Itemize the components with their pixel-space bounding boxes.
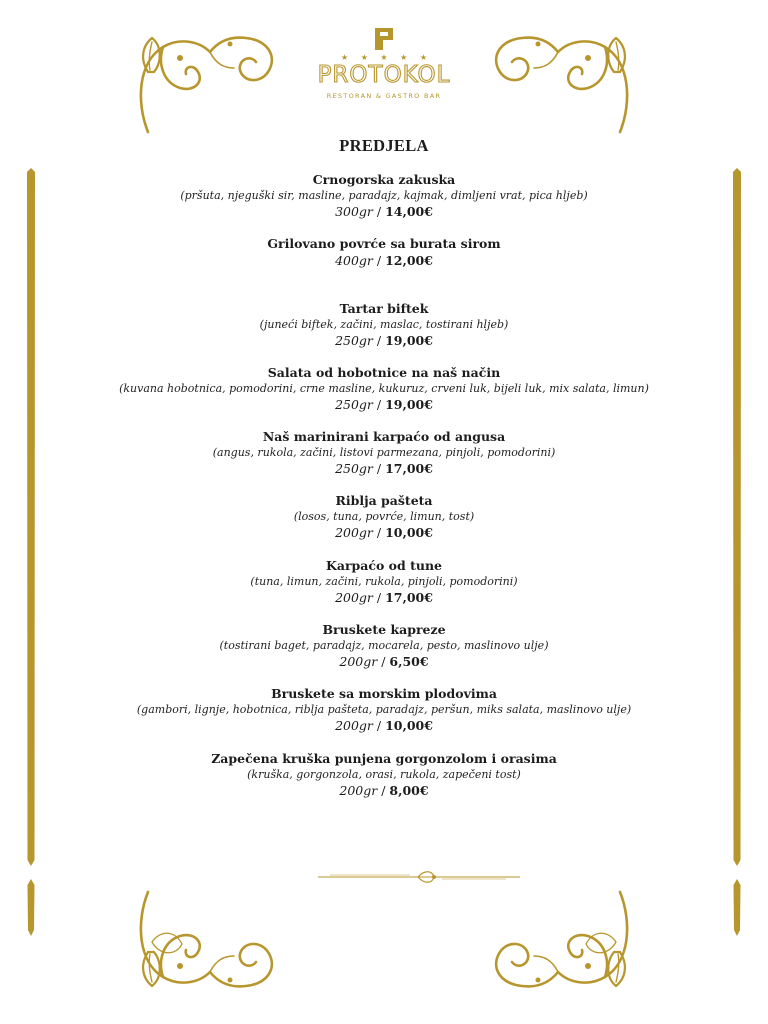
item-description: (pršuta, njeguški sir, masline, paradajz, kajmak, dimljeni vrat, pica hljeb): [180, 189, 588, 202]
menu-list: [0, 171, 768, 814]
item-name: Karpaćo od tune: [325, 557, 443, 573]
item-price-line: [0, 717, 768, 734]
item-name: Salata od hobotnice na naš način: [267, 364, 501, 380]
item-price: 12,00€: [385, 253, 433, 269]
item-description: (tostirani baget, paradajz, mocarela, pesto, maslinovo ulje): [219, 639, 549, 653]
price-separator: /: [372, 332, 386, 348]
item-name: Crnogorska zakuska: [312, 172, 456, 187]
item-weight: 400gr: [335, 253, 373, 269]
price-separator: /: [372, 718, 386, 734]
item-weight: 200gr: [339, 782, 378, 798]
brand-name: PROTOKOL: [317, 62, 451, 88]
price-separator: /: [372, 525, 386, 541]
item-description: (angus, rukola, začini, listovi parmezana, pinjoli, pomodorini): [212, 446, 556, 460]
logo-p-icon: [373, 26, 395, 52]
item-name: Tartar biftek: [339, 300, 429, 316]
menu-item: [0, 492, 768, 556]
item-weight: 200gr: [339, 654, 378, 670]
item-description: (gambori, lignje, hobotnica, riblja pašteta, paradajz, peršun, miks salata, maslinovo ulje): [136, 703, 632, 717]
item-price: 17,00€: [385, 589, 433, 605]
item-description: (kuvana hobotnica, pomodorini, crne masline, kukuruz, crveni luk, bijeli luk, mix salata, limun): [119, 381, 649, 395]
item-name: Bruskete kapreze: [322, 622, 446, 638]
price-separator: /: [372, 589, 386, 605]
item-price-line: [0, 782, 768, 799]
item-name: Zapečena kruška punjena gorgonzolom i orasima: [211, 750, 557, 766]
item-weight: 200gr: [335, 525, 373, 541]
item-price-line: [0, 589, 768, 606]
corner-ornament-bottom-right: [496, 892, 627, 986]
menu-item: [0, 364, 768, 428]
item-price: 6,50€: [389, 654, 429, 670]
price-separator: /: [372, 253, 386, 269]
item-price-line: [0, 524, 768, 541]
corner-ornament-bottom-left: [141, 892, 272, 986]
item-price-line: [0, 653, 768, 670]
item-price: 10,00€: [385, 718, 433, 734]
item-weight: 300gr: [335, 204, 373, 219]
item-description: (kruška, gorgonzola, orasi, rukola, zapečeni tost): [247, 767, 521, 781]
item-name: Riblja pašteta: [335, 493, 433, 509]
menu-item: [0, 685, 768, 749]
menu-item: [0, 621, 768, 685]
item-price-line: [0, 332, 768, 349]
item-weight: 250gr: [335, 461, 373, 477]
item-name: Naš marinirani karpaćo od angusa: [262, 429, 506, 445]
price-separator: /: [372, 396, 386, 412]
item-price: 8,00€: [389, 782, 429, 798]
menu-item: [0, 300, 768, 364]
menu-item: [0, 557, 768, 621]
brand-tagline: RESTORAN & GASTRO BAR: [326, 92, 442, 100]
item-price-line: [0, 252, 768, 269]
item-price: 19,00€: [385, 396, 433, 412]
item-description: (tuna, limun, začini, rukola, pinjoli, pomodorini): [250, 574, 518, 588]
item-price: 14,00€: [385, 204, 433, 219]
item-weight: 250gr: [335, 332, 373, 348]
item-weight: 200gr: [335, 718, 373, 734]
menu-item: [0, 235, 768, 299]
item-name: Grilovano povrće sa burata sirom: [267, 236, 501, 252]
item-price: 17,00€: [385, 461, 433, 477]
item-name: Bruskete sa morskim plodovima: [271, 686, 497, 702]
price-separator: /: [372, 461, 386, 477]
item-description: (losos, tuna, povrće, limun, tost): [293, 510, 475, 524]
item-price: 19,00€: [385, 332, 433, 348]
price-separator: /: [372, 204, 386, 219]
menu-item: [0, 750, 768, 814]
menu-item: [0, 171, 768, 235]
item-weight: 200gr: [335, 589, 373, 605]
item-price-line: [0, 203, 768, 220]
rating-stars: ★ ★ ★ ★ ★: [340, 53, 433, 62]
divider-flourish: [318, 872, 520, 883]
item-price-line: [0, 460, 768, 477]
section-title: PREDJELA: [339, 136, 429, 155]
item-description: (juneći biftek, začini, maslac, tostirani hljeb): [259, 317, 509, 331]
menu-item: [0, 428, 768, 492]
item-price: 10,00€: [385, 525, 433, 541]
price-separator: /: [377, 782, 390, 798]
item-price-line: [0, 396, 768, 413]
restaurant-logo: [0, 26, 768, 100]
item-weight: 250gr: [335, 396, 373, 412]
price-separator: /: [377, 654, 390, 670]
